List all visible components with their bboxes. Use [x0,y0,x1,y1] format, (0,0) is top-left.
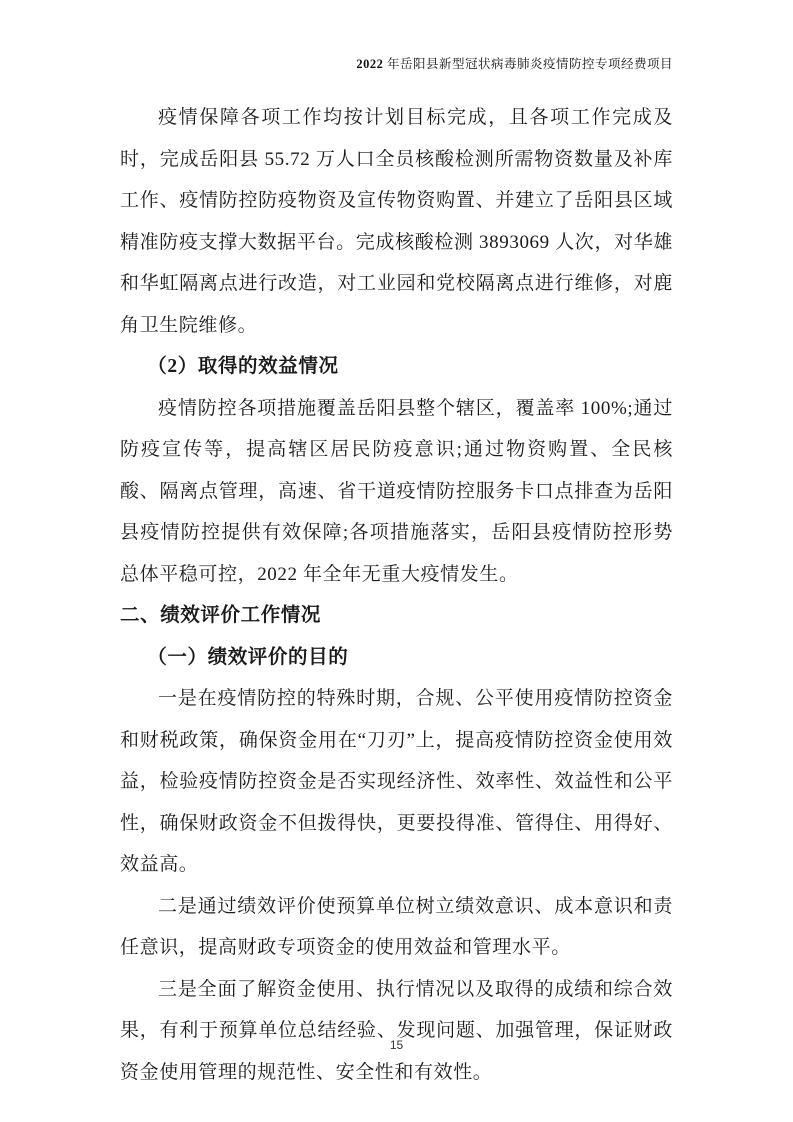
paragraph: 疫情防控各项措施覆盖岳阳县整个辖区，覆盖率 100%;通过防疫宣传等，提高辖区居民防疫意识;通过物资购置、全民核酸、隔离点管理，高速、省干道疫情防控服务卡口点排查为岳阳县疫情防控提供有效保障;各项措施落实，岳阳县疫情防控形势总体平稳可控，2022 年全年无重大疫情发生。 [120,397,673,585]
document-body [120,97,673,1093]
page-footer [0,1038,793,1052]
paragraph: 三是全面了解资金使用、执行情况以及取得的成绩和综合效果，有利于预算单位总结经验、发现问题、加强管理，保证财政资金使用管理的规范性、安全性和有效性。 [120,978,673,1083]
header-title: 年岳阳县新型冠状病毒肺炎疫情防控专项经费项目 [383,57,673,71]
section-heading: 二、绩效评价工作情况 [120,605,322,626]
section-heading: （2）取得的效益情况 [147,356,339,377]
section-heading: （一）绩效评价的目的 [147,646,349,668]
paragraph: 二是通过绩效评价使预算单位树立绩效意识、成本意识和责任意识，提高财政专项资金的使用效益和管理水平。 [120,895,673,958]
paragraph: 疫情保障各项工作均按计划目标完成，且各项工作完成及时，完成岳阳县 55.72 万人口全员核酸检测所需物资数量及补库工作、疫情防控防疫物资及宣传物资购置、并建立了岳阳县区域精准防疫支撑大数据平台。完成核酸检测 3893069 人次，对华雄和华虹隔离点进行改造，对工业园和党校隔离点进行维修，对鹿角卫生院维修。 [120,107,673,336]
page-number: 15 [389,1038,404,1052]
paragraph: 一是在疫情防控的特殊时期，合规、公平使用疫情防控资金和财税政策，确保资金用在“刀刃”上，提高疫情防控资金使用效益，检验疫情防控资金是否实现经济性、效率性、效益性和公平性，确保财政资金不但拨得快，更要投得准、管得住、用得好、效益高。 [120,688,673,875]
page-header [120,54,673,72]
header-year: 2022 [356,57,384,71]
